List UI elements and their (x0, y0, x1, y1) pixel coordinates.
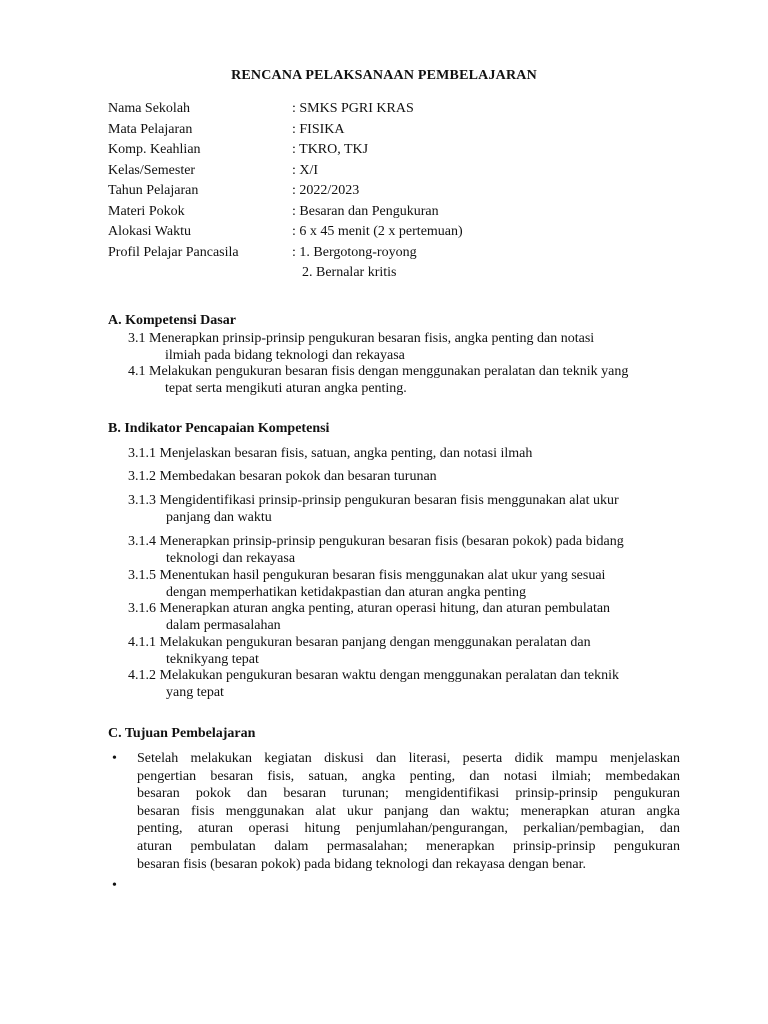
indicator-line-cont: teknologi dan rekayasa (166, 551, 296, 566)
info-value-extra: 2. Bernalar kritis (302, 265, 397, 280)
indicator-item (128, 445, 700, 462)
paragraph-line: Setelah melakukan kegiatan diskusi dan literasi, peserta didik mampu menjelaskan (137, 751, 680, 766)
info-value: : SMKS PGRI KRAS (292, 101, 414, 116)
bullet-point: • (112, 751, 117, 766)
indicator-item (128, 492, 700, 526)
competency-line: 4.1 Melakukan pengukuran besaran fisis dengan menggunakan peralatan dan teknik yang (128, 364, 629, 379)
indicator-line: 3.1.3 Mengidentifikasi prinsip-prinsip pengukuran besaran fisis menggunakan alat ukur (128, 493, 619, 508)
paragraph-line: aturan pembulatan dalam permasalahan; menerapkan prinsip-prinsip pengukuran (137, 838, 680, 854)
indicator-line-cont: teknikyang tepat (166, 652, 259, 667)
section-a-heading: A. Kompetensi Dasar (108, 313, 236, 328)
info-value: : X/I (292, 162, 319, 178)
info-value: : 1. Bergotong-royong (292, 244, 417, 260)
indicator-item (128, 667, 700, 701)
info-value: : TKRO, TKJ (292, 142, 369, 157)
indicator-line-cont: dengan memperhatikan ketidakpastian dan aturan angka penting (166, 585, 526, 600)
paragraph-line: besaran pokok dan besaran turunan; mengidentifikasi prinsip-prinsip pengukuran (137, 786, 680, 802)
objective-paragraph (137, 750, 680, 873)
competency-line-cont: tepat serta mengikuti aturan angka penting. (165, 381, 407, 396)
paragraph-line: besaran fisis (besaran pokok) pada bidang teknologi dan rekayasa dengan benar. (137, 856, 587, 872)
indicator-item (128, 600, 700, 634)
indicator-line: 3.1.5 Menentukan hasil pengukuran besaran fisis menggunakan alat ukur yang sesuai (128, 568, 606, 583)
competency-line: 3.1 Menerapkan prinsip-prinsip pengukuran besaran fisis, angka penting dan notasi (128, 331, 595, 346)
info-label: Alokasi Waktu (108, 224, 191, 239)
indicator-line: 3.1.2 Membedakan besaran pokok dan besaran turunan (128, 469, 437, 484)
paragraph-line: besaran fisis menggunakan alat ukur panjang dan waktu; menerapkan aturan angka (137, 803, 680, 819)
section-c-heading: C. Tujuan Pembelajaran (108, 726, 256, 741)
indicator-line-cont: panjang dan waktu (166, 510, 272, 525)
paragraph-line: pengertian besaran fisis, satuan, angka penting, dan notasi ilmiah; membedakan (137, 768, 680, 784)
indicator-line: 4.1.2 Melakukan pengukuran besaran waktu dengan menggunakan peralatan dan teknik (128, 668, 619, 683)
competency-item (128, 363, 680, 397)
indicator-item (128, 634, 700, 668)
info-label: Tahun Pelajaran (108, 183, 199, 198)
indicator-item (128, 533, 700, 567)
info-value: : Besaran dan Pengukuran (292, 203, 439, 219)
info-label: Nama Sekolah (108, 101, 191, 116)
paragraph-line: penting, aturan operasi hitung penjumlahan/pengurangan, perkalian/pembagian, dan (137, 821, 680, 837)
indicator-item (128, 468, 700, 485)
indicator-line: 4.1.1 Melakukan pengukuran besaran panjang dengan menggunakan peralatan dan (128, 635, 591, 650)
competency-line-cont: ilmiah pada bidang teknologi dan rekayasa (165, 348, 405, 363)
info-label: Kelas/Semester (108, 162, 196, 178)
info-label: Profil Pelajar Pancasila (108, 244, 239, 260)
info-label: Mata Pelajaran (108, 121, 193, 137)
indicator-line-cont: dalam permasalahan (166, 618, 281, 633)
indicator-line: 3.1.4 Menerapkan prinsip-prinsip pengukuran besaran fisis (besaran pokok) pada bidang (128, 534, 624, 549)
info-label: Komp. Keahlian (108, 142, 201, 157)
document-title: RENCANA PELAKSANAAN PEMBELAJARAN (231, 68, 537, 83)
info-value: : 6 x 45 menit (2 x pertemuan) (292, 224, 463, 239)
section-b-heading: B. Indikator Pencapaian Kompetensi (108, 421, 330, 436)
info-label: Materi Pokok (108, 203, 185, 219)
indicator-line: 3.1.6 Menerapkan aturan angka penting, aturan operasi hitung, dan aturan pembulatan (128, 601, 611, 616)
bullet-point-empty: • (112, 878, 117, 893)
info-value: : FISIKA (292, 121, 345, 137)
indicator-item (128, 567, 700, 601)
competency-item (128, 330, 680, 364)
indicator-line-cont: yang tepat (166, 685, 224, 700)
info-value: : 2022/2023 (292, 183, 360, 198)
indicator-line: 3.1.1 Menjelaskan besaran fisis, satuan, angka penting, dan notasi ilmah (128, 446, 533, 461)
